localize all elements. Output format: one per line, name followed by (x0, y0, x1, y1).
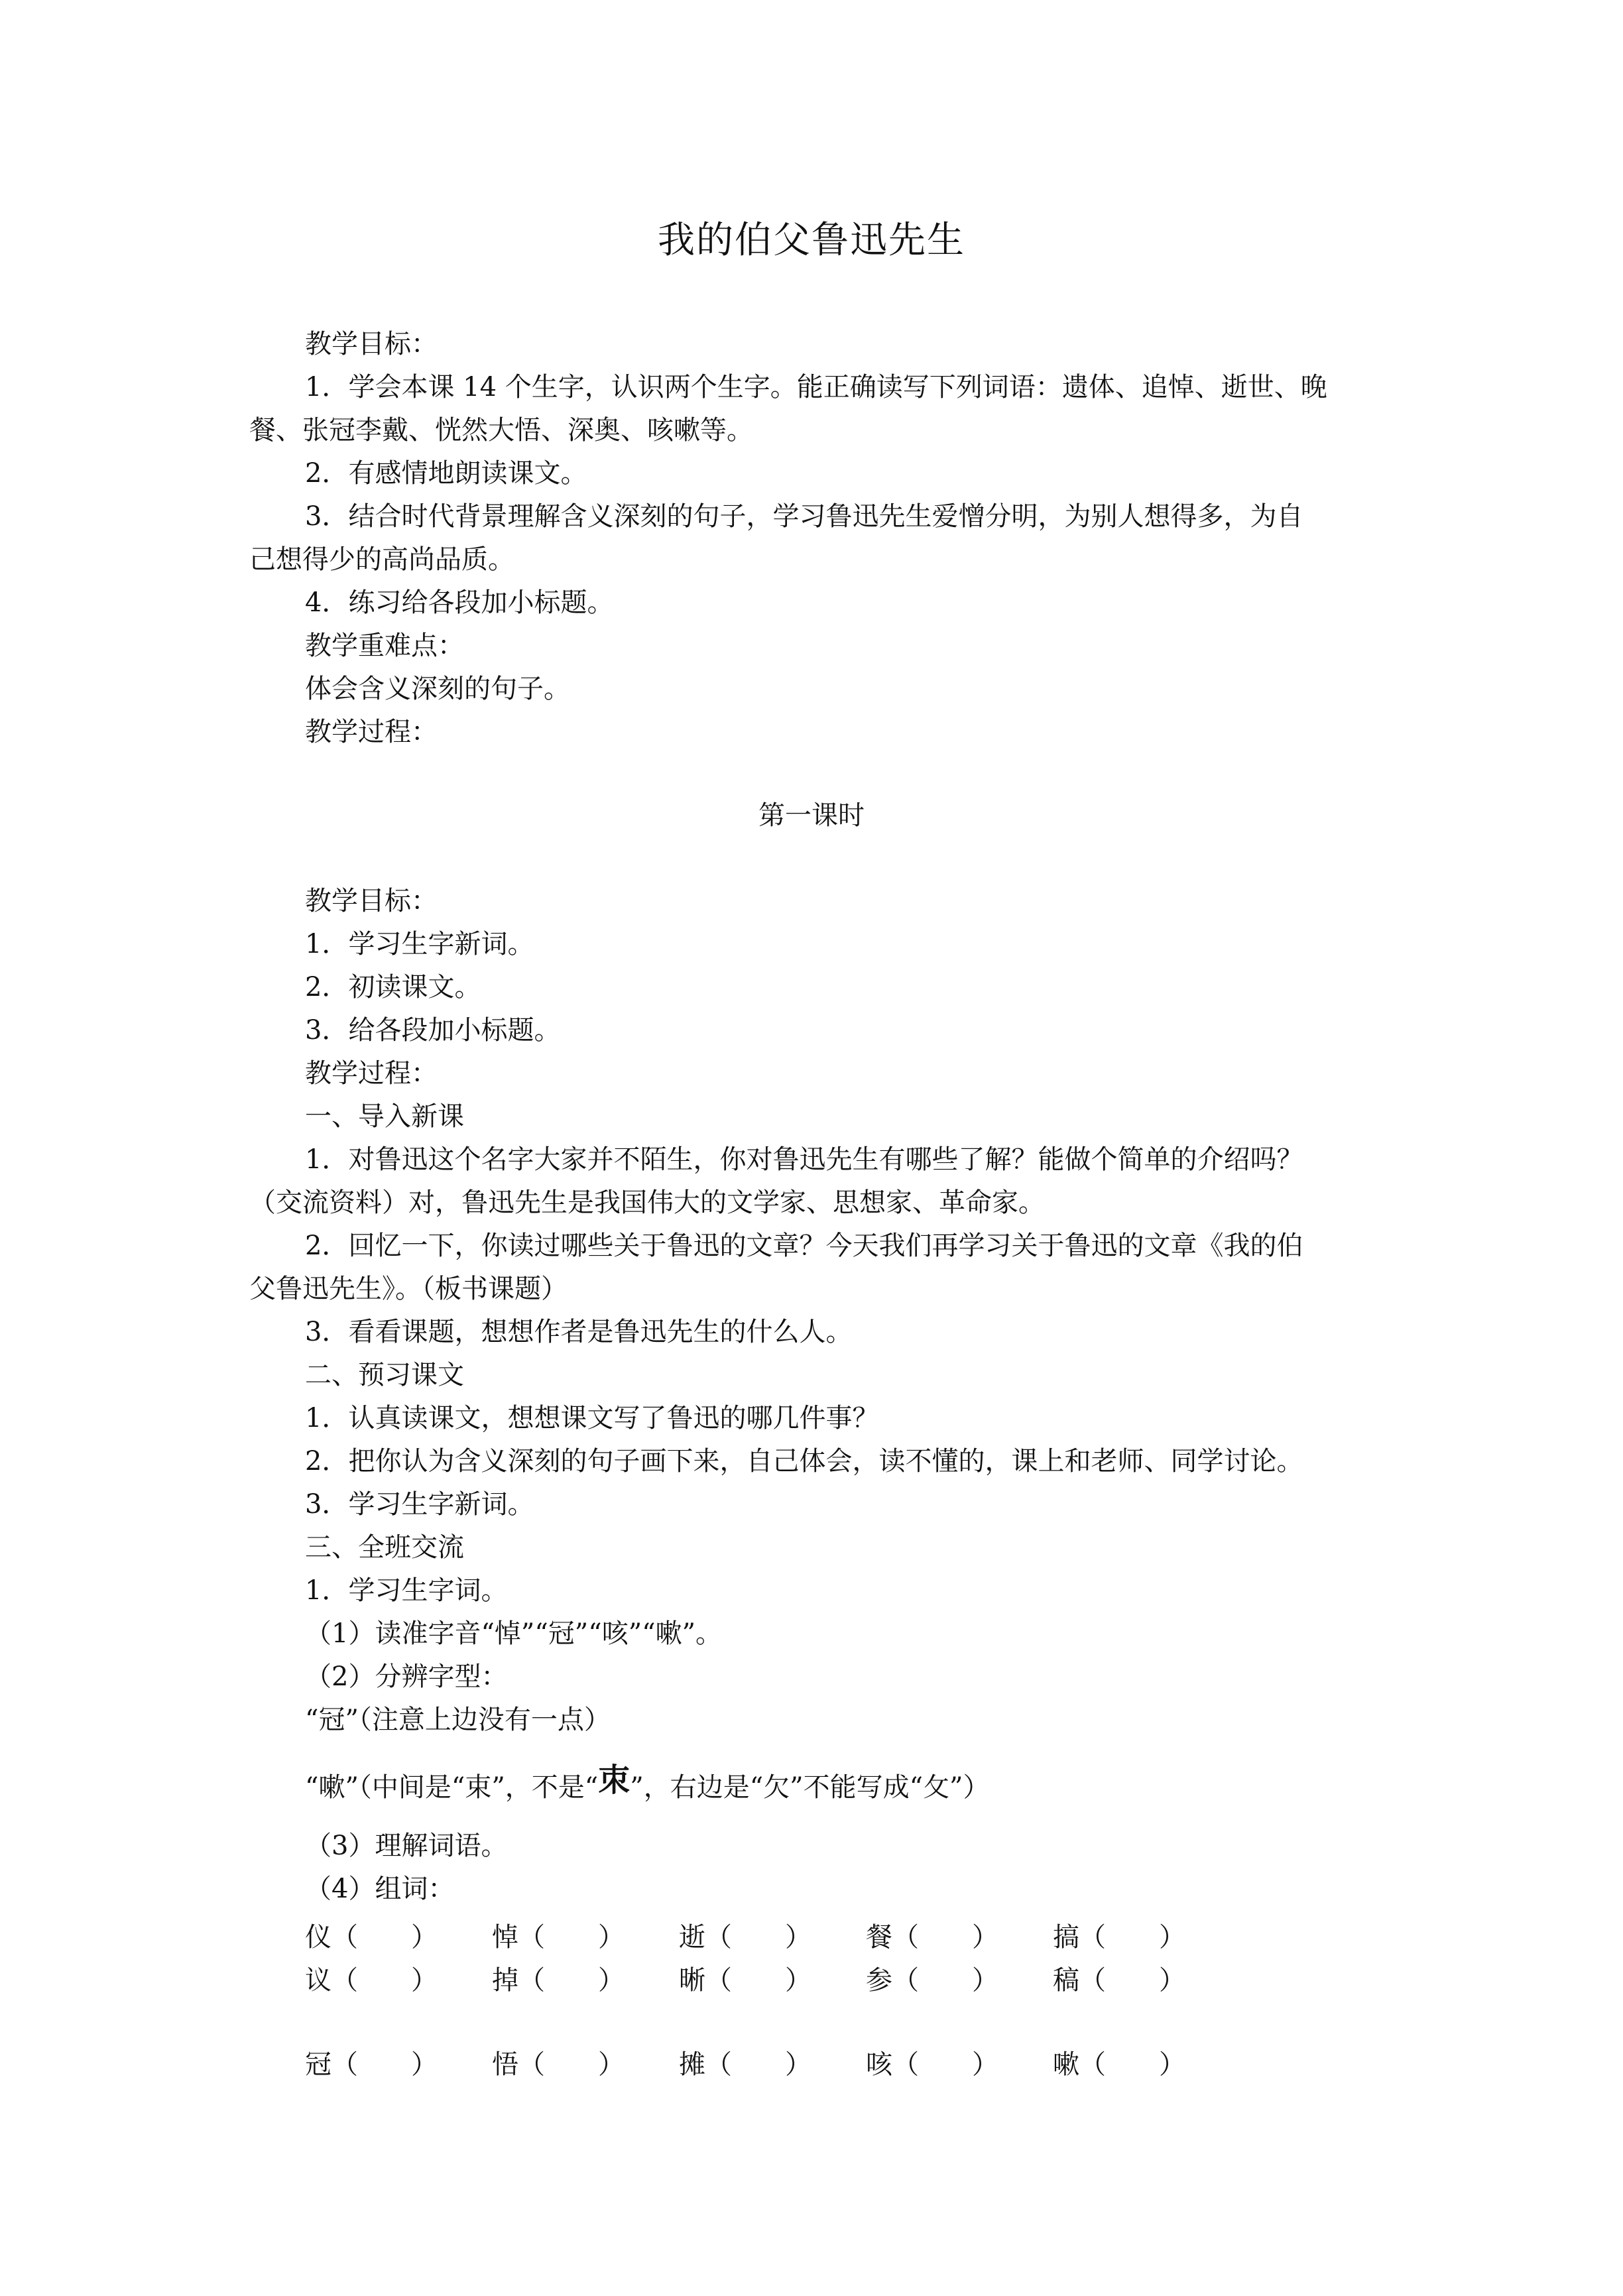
section-1-p2-line-1: 2．回忆一下，你读过哪些关于鲁迅的文章？今天我们再学习关于鲁迅的文章《我的伯 (305, 1231, 1303, 1261)
lesson-goal-1: 1．学习生字新词。 (305, 929, 534, 959)
goal-2: 2．有感情地朗读课文。 (305, 458, 587, 489)
word-cell: 餐（ ） (866, 1922, 998, 1953)
word-cell: 悼（ ） (492, 1922, 625, 1953)
section-2-item-2: 2．把你认为含义深刻的句子画下来，自己体会，读不懂的，课上和老师、同学讨论。 (305, 1446, 1303, 1477)
section-2-heading: 二、预习课文 (305, 1360, 464, 1390)
word-cell: 仪（ ） (305, 1922, 438, 1953)
lesson-title: 第一课时 (758, 800, 865, 831)
sub-item-3: （3）理解词语。 (305, 1831, 508, 1861)
word-cell: 掉（ ） (492, 1965, 625, 1996)
lesson-goal-2: 2．初读课文。 (305, 972, 481, 1002)
document-title: 我的伯父鲁迅先生 (658, 219, 965, 262)
goal-1-line-1: 1．学会本课 14 个生字，认识两个生字。能正确读写下列词语：遗体、追悼、逝世、晚 (305, 372, 1327, 402)
section-1-heading: 一、导入新课 (305, 1101, 464, 1132)
sou-special-char: 朿 (598, 1762, 631, 1799)
lesson-goal-heading: 教学目标： (305, 886, 438, 916)
sou-note-start: “嗽”（中间是“束”，不是“ (305, 1772, 599, 1803)
key-points-heading: 教学重难点： (305, 631, 464, 661)
goal-3-line-2: 己想得少的高尚品质。 (249, 544, 514, 575)
goal-3-line-1: 3．结合时代背景理解含义深刻的句子，学习鲁迅先生爱憎分明，为别人想得多，为自 (305, 501, 1303, 532)
lesson-goal-3: 3．给各段加小标题。 (305, 1015, 561, 1046)
guan-note: “冠”（注意上边没有一点） (305, 1705, 611, 1735)
word-cell: 摊（ ） (679, 2049, 812, 2080)
section-1-p1-line-2: （交流资料）对，鲁迅先生是我国伟大的文学家、思想家、革命家。 (249, 1187, 1045, 1218)
section-2-item-3: 3．学习生字新词。 (305, 1489, 534, 1520)
word-cell: 嗽（ ） (1053, 2049, 1185, 2080)
word-cell: 逝（ ） (679, 1922, 812, 1953)
sou-note (305, 1762, 990, 1805)
sub-item-4: （4）组词： (305, 1874, 455, 1904)
word-cell: 咳（ ） (866, 2049, 998, 2080)
goal-heading: 教学目标： (305, 329, 438, 359)
sub-item-2: （2）分辨字型： (305, 1662, 508, 1692)
word-cell: 搞（ ） (1053, 1922, 1185, 1953)
section-1-p1-line-1: 1．对鲁迅这个名字大家并不陌生，你对鲁迅先生有哪些了解？能做个简单的介绍吗？ (305, 1144, 1303, 1175)
word-cell: 稿（ ） (1053, 1965, 1185, 1996)
word-cell: 议（ ） (305, 1965, 438, 1996)
sou-note-end: ”，右边是“欠”不能写成“攵”） (630, 1772, 990, 1803)
process-heading: 教学过程： (305, 717, 438, 747)
section-1-p3: 3．看看课题，想想作者是鲁迅先生的什么人。 (305, 1317, 853, 1347)
section-3-heading: 三、全班交流 (305, 1532, 464, 1563)
sub-item-1: （1）读准字音“悼”“冠”“咳”“嗽”。 (305, 1618, 723, 1649)
goal-1-line-2: 餐、张冠李戴、恍然大悟、深奥、咳嗽等。 (249, 415, 753, 446)
section-1-p2-line-2: 父鲁迅先生》。（板书课题） (249, 1274, 568, 1304)
goal-4: 4．练习给各段加小标题。 (305, 587, 614, 618)
word-cell: 冠（ ） (305, 2049, 438, 2080)
key-points-text: 体会含义深刻的句子。 (305, 674, 570, 704)
word-cell: 参（ ） (866, 1965, 998, 1996)
section-3-item-1: 1．学习生字词。 (305, 1575, 508, 1606)
section-2-item-1: 1．认真读课文，想想课文写了鲁迅的哪几件事？ (305, 1403, 879, 1433)
word-cell: 晰（ ） (679, 1965, 812, 1996)
word-cell: 悟（ ） (492, 2049, 625, 2080)
lesson-process-heading: 教学过程： (305, 1058, 438, 1089)
